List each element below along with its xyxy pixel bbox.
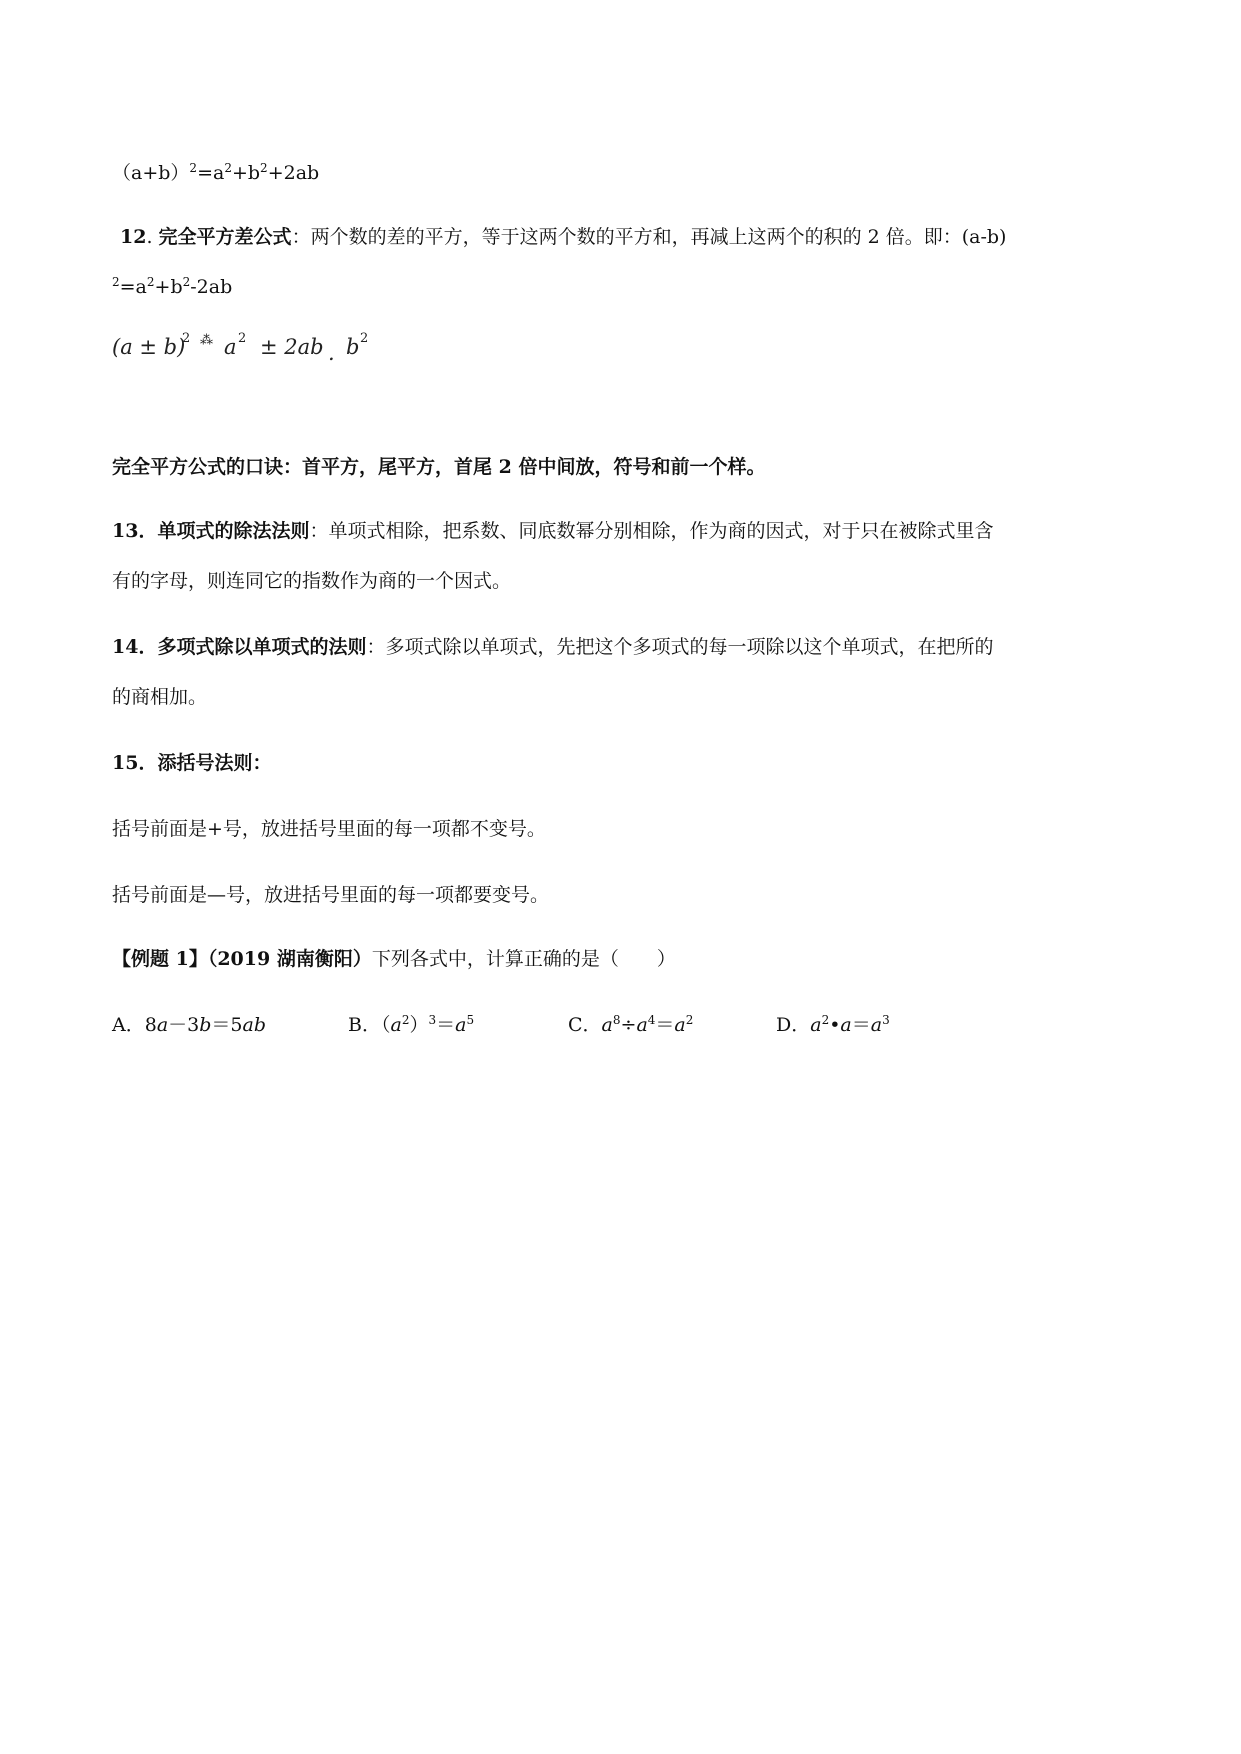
option-c[interactable]: C．$a^8\div a^4=a^2$ bbox=[568, 1013, 694, 1036]
formula-middle: ± 2ab bbox=[260, 335, 324, 359]
formula-text: +b bbox=[154, 276, 183, 298]
formula-a: a bbox=[224, 335, 237, 359]
example-label: 【例题 1】（2019 湖南衡阳） bbox=[112, 948, 372, 970]
formula-dot: . bbox=[328, 341, 335, 365]
item-15-line1: 括号前面是+号，放进括号里面的每一项都不变号。 bbox=[112, 818, 546, 840]
formula-text: +b bbox=[231, 162, 261, 184]
item-text: ：多项式除以单项式，先把这个多项式的每一项除以这个单项式，在把所的 bbox=[366, 636, 994, 658]
item-text: ：单项式相除，把系数、同底数幂分别相除，作为商的因式，对于只在被除式里含 bbox=[309, 520, 994, 542]
formula-text: =a bbox=[119, 276, 147, 298]
exponent: 2 bbox=[238, 331, 247, 346]
item-title: 13．单项式的除法法则 bbox=[112, 520, 310, 542]
item-title: 14．多项式除以单项式的法则 bbox=[112, 636, 367, 658]
item-15-title: 15．添括号法则： bbox=[112, 752, 272, 774]
item-13-line2: 有的字母，则连同它的指数作为商的一个因式。 bbox=[112, 570, 512, 592]
item-title: 完全平方差公式 bbox=[158, 226, 292, 248]
broken-equals-icon: ⁂ bbox=[200, 333, 213, 348]
option-d[interactable]: D．$a^2•a=a^3$ bbox=[776, 1013, 890, 1036]
formula-text: +2ab bbox=[267, 162, 320, 184]
example-question bbox=[112, 944, 676, 974]
formula-text: （a+b） bbox=[112, 162, 190, 184]
option-b[interactable]: B．$(a^2)^3=a^5$ bbox=[348, 1013, 475, 1036]
item-14-line2: 的商相加。 bbox=[112, 686, 208, 708]
mnemonic: 完全平方公式的口诀：首平方，尾平方，首尾 2 倍中间放，符号和前一个样。 bbox=[112, 456, 766, 478]
example-text: 下列各式中，计算正确的是（ ） bbox=[371, 948, 676, 970]
formula-text: =a bbox=[197, 162, 225, 184]
item-15-line2: 括号前面是—号，放进括号里面的每一项都要变号。 bbox=[112, 884, 550, 906]
sum-square-formula bbox=[112, 158, 319, 188]
item-12-line1: 12. 完全平方差公式：两个数的差的平方，等于这两个数的平方和，再减上这两个的积的 2 倍。即：(a-b) bbox=[120, 226, 1007, 248]
exponent: 2 bbox=[182, 331, 191, 346]
general-square-formula bbox=[112, 332, 372, 366]
exponent: 2 bbox=[146, 275, 155, 289]
example-options bbox=[112, 1010, 1012, 1040]
item-13-line1 bbox=[112, 516, 993, 546]
item-14-line1 bbox=[112, 632, 993, 662]
exponent: 2 bbox=[260, 161, 268, 175]
exponent: 2 bbox=[224, 161, 232, 175]
exponent: 2 bbox=[182, 275, 191, 289]
exponent: 2 bbox=[112, 275, 120, 289]
formula-text: -2ab bbox=[190, 276, 233, 298]
option-a[interactable]: A．8a－3b＝5ab bbox=[112, 1014, 267, 1036]
formula-b: b bbox=[346, 335, 360, 359]
item-number: 12 bbox=[120, 226, 147, 248]
item-text: ：两个数的差的平方，等于这两个数的平方和，再减上这两个的积的 2 倍。即：(a-b) bbox=[291, 226, 1007, 248]
exponent: 2 bbox=[360, 331, 369, 346]
exponent: 2 bbox=[189, 161, 198, 175]
formula-left: (a ± b) bbox=[112, 335, 186, 359]
item-12-line2 bbox=[112, 272, 232, 302]
